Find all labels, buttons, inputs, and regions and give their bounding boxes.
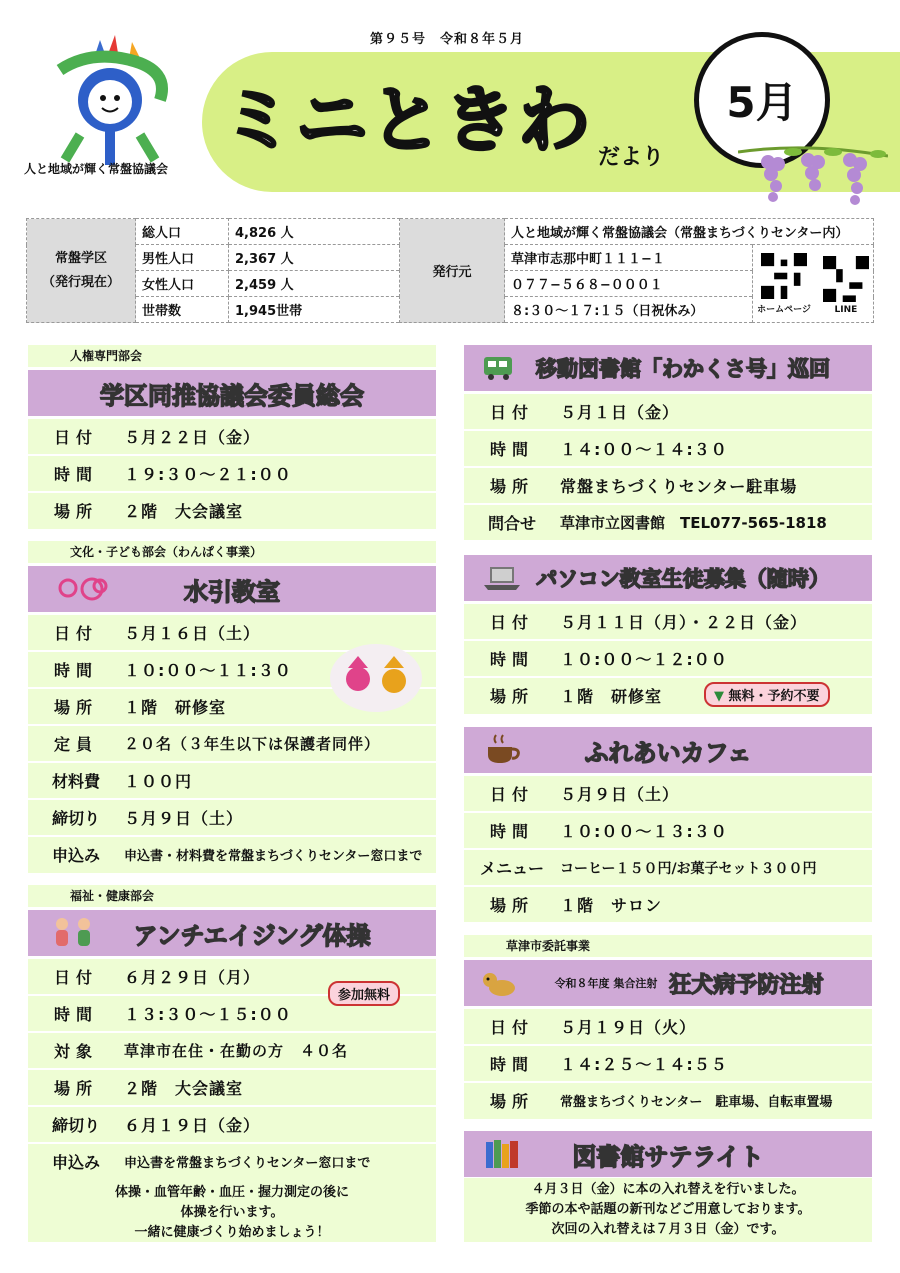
- antiaging-category: 福祉・健康部会: [28, 885, 436, 907]
- cafe-section: [464, 774, 872, 922]
- bus-icon: [482, 354, 516, 382]
- row-label: 場所: [489, 1092, 534, 1111]
- row-label: 時間: [489, 440, 534, 459]
- row-value: ２階 大会議室: [124, 1079, 244, 1098]
- row-value: １階 研修室: [560, 687, 663, 706]
- mizuhiki-category: 文化・子ども部会（わんぱく事業）: [28, 541, 436, 563]
- row-label: 日付: [489, 403, 534, 422]
- antiaging-section: [28, 957, 436, 1242]
- publisher-line: ８:３０〜１７:１５（日祝休み）: [505, 297, 753, 323]
- info-row: [464, 811, 872, 848]
- satellite-note: [464, 1180, 872, 1240]
- badge-text: 無料・予約不要: [728, 689, 820, 704]
- library-bus-title: 移動図書館「わかくさ号」巡回: [536, 357, 830, 381]
- row-value: ５月２２日（金）: [124, 428, 261, 447]
- satellite-heading: [464, 1131, 872, 1177]
- row-value: 申込書を常盤まちづくりセンター窓口まで: [124, 1156, 371, 1171]
- info-row: [28, 761, 436, 798]
- cafe-title: ふれあいカフェ: [584, 738, 752, 767]
- antiaging-heading: [28, 910, 436, 956]
- rabies-title: 狂犬病予防注射: [669, 972, 824, 998]
- row-value: ６月２９日（月）: [124, 968, 261, 987]
- stat-label: 女性人口: [136, 271, 229, 297]
- row-value: 草津市在住・在勤の方 ４０名: [124, 1042, 349, 1060]
- row-value: ５月９日（土）: [124, 809, 244, 828]
- rabies-pre: 令和８年度 集合注射: [554, 977, 658, 990]
- row-label: 場所: [53, 1079, 98, 1098]
- info-row: [464, 503, 872, 540]
- row-value: 申込書・材料費を常盤まちづくりセンター窓口まで: [124, 849, 423, 864]
- pc-class-heading: [464, 555, 872, 601]
- publisher-line: 草津市志那中町１１１−１: [505, 245, 753, 271]
- pc-class-title: パソコン教室生徒募集（随時）: [536, 567, 830, 591]
- mizuhiki-craft-photo: [328, 643, 424, 713]
- row-label: 定員: [53, 735, 98, 754]
- note-line: 一緒に健康づくり始めましょう！: [134, 1225, 330, 1240]
- info-row: [464, 429, 872, 466]
- library-bus-section: [464, 392, 872, 540]
- qr-cell: [753, 245, 874, 323]
- stat-value: 4,826 人: [229, 219, 400, 245]
- books-icon: [484, 1138, 524, 1170]
- row-label: メニュー: [479, 859, 544, 878]
- row-value: １０:００〜１２:００: [560, 650, 728, 669]
- info-row: [464, 1044, 872, 1081]
- note-line: 体操・血管年齢・血圧・握力測定の後に: [114, 1185, 349, 1200]
- note-line: ４月３日（金）に本の入れ替えを行いました。: [531, 1182, 805, 1197]
- library-bus-heading: [464, 345, 872, 391]
- row-value: 草津市立図書館 TEL077-565-1818: [560, 514, 827, 532]
- stat-label: 世帯数: [136, 297, 229, 323]
- row-label: 日付: [53, 624, 98, 643]
- pc-class-section: [464, 602, 872, 714]
- stat-value: 2,367 人: [229, 245, 400, 271]
- district-cell: [27, 219, 136, 323]
- exercise-people-icon: [50, 916, 96, 950]
- row-value: ５月１日（金）: [560, 403, 680, 422]
- row-value: ２０名（３年生以下は保護者同伴）: [124, 735, 381, 753]
- row-value: ５月１６日（土）: [124, 624, 261, 643]
- row-label: 場所: [489, 687, 534, 706]
- coffee-cup-icon: [484, 733, 524, 767]
- row-value: コーヒー１５０円/お菓子セット３００円: [560, 860, 817, 877]
- info-row: [28, 1031, 436, 1068]
- newsletter-subtitle: だより: [598, 145, 665, 170]
- row-value: １４:２５〜１４:５５: [560, 1055, 728, 1074]
- row-label: 締切り: [51, 809, 100, 828]
- jinken-category: 人権専門部会: [28, 345, 436, 367]
- info-row: [28, 1068, 436, 1105]
- info-row: [28, 491, 436, 528]
- row-value: ５月１１日（月）・２２日（金）: [560, 613, 808, 632]
- as-of-label: （発行現在）: [41, 274, 120, 290]
- info-row: [464, 848, 872, 885]
- publisher-label: 発行元: [400, 219, 505, 323]
- row-label: 場所: [489, 896, 534, 915]
- row-label: 締切り: [51, 1116, 100, 1135]
- rabies-section: [464, 1007, 872, 1119]
- mizuhiki-heading: [28, 566, 436, 612]
- dog-icon: [480, 968, 520, 998]
- row-value: １００円: [124, 772, 193, 791]
- row-value: １０:００〜１１:３０: [124, 661, 292, 680]
- info-row: [28, 417, 436, 454]
- note-line: 季節の本や話題の新刊などご用意しております。: [525, 1202, 811, 1217]
- beginner-mark-icon: ▼: [714, 689, 724, 704]
- row-value: １０:００〜１３:３０: [560, 822, 728, 841]
- row-value: １４:００〜１４:３０: [560, 440, 728, 459]
- wisteria-illustration: [738, 140, 888, 210]
- row-value: １階 研修室: [124, 698, 227, 717]
- row-label: 日付: [489, 785, 534, 804]
- info-row: [28, 1105, 436, 1142]
- line-qr-icon[interactable]: [823, 256, 869, 302]
- council-logo: [40, 30, 190, 180]
- info-row: [464, 1007, 872, 1044]
- jinken-heading: 学区同推協議会委員総会: [28, 370, 436, 416]
- info-row: [28, 1142, 436, 1179]
- row-label: 申込み: [51, 846, 100, 865]
- satellite-title: 図書館サテライト: [572, 1142, 764, 1171]
- satellite-section: [464, 1178, 872, 1242]
- free-badge: 参加無料: [328, 981, 400, 1006]
- row-label: 日付: [53, 968, 98, 987]
- stat-value: 1,945世帯: [229, 297, 400, 323]
- info-row: [28, 454, 436, 491]
- stats-table: [26, 218, 874, 323]
- publisher-line: 人と地域が輝く常盤協議会（常盤まちづくりセンター内）: [505, 219, 874, 245]
- month-label: 5月: [726, 78, 798, 127]
- rabies-category: 草津市委託事業: [464, 935, 872, 957]
- no-reservation-badge: [704, 682, 830, 707]
- row-label: 時間: [489, 822, 534, 841]
- row-value: 常盤まちづくりセンター駐車場: [560, 477, 798, 496]
- row-value: １９:３０〜２１:００: [124, 465, 292, 484]
- info-row: [464, 392, 872, 429]
- row-label: 場所: [53, 698, 98, 717]
- stat-label: 男性人口: [136, 245, 229, 271]
- jinken-section: [28, 417, 436, 529]
- info-row: [464, 885, 872, 922]
- row-label: 日付: [489, 613, 534, 632]
- row-value: ６月１９日（金）: [124, 1116, 261, 1135]
- mizuhiki-title: 水引教室: [184, 577, 280, 606]
- row-label: 時間: [53, 661, 98, 680]
- info-row: [28, 724, 436, 761]
- qr-home-label: ホームページ: [757, 304, 811, 315]
- row-label: 場所: [53, 502, 98, 521]
- info-row: [464, 466, 872, 503]
- issue-number: 第９５号 令和８年５月: [370, 32, 525, 47]
- row-value: ５月９日（土）: [560, 785, 680, 804]
- info-row: [28, 835, 436, 872]
- row-value: １階 サロン: [560, 896, 663, 915]
- row-value: 常盤まちづくりセンター 駐車場、自転車置場: [560, 1095, 833, 1110]
- newsletter-title: ミニときわ: [222, 78, 593, 162]
- row-value: ５月１９日（火）: [560, 1018, 697, 1037]
- info-row: [464, 1081, 872, 1118]
- row-label: 日付: [489, 1018, 534, 1037]
- info-row: [464, 639, 872, 676]
- note-line: 次回の入れ替えは７月３日（金）です。: [551, 1222, 785, 1237]
- district-name: 常盤学区: [54, 250, 107, 266]
- row-label: 申込み: [51, 1153, 100, 1172]
- row-label: 時間: [53, 465, 98, 484]
- row-label: 時間: [489, 650, 534, 669]
- logo-caption: 人と地域が輝く常盤協議会: [24, 162, 169, 176]
- row-label: 時間: [53, 1005, 98, 1024]
- row-label: 場所: [489, 477, 534, 496]
- mizuhiki-knot-icon: [56, 574, 116, 604]
- qr-line-label: LINE: [834, 304, 858, 315]
- stat-value: 2,459 人: [229, 271, 400, 297]
- row-label: 対象: [53, 1042, 98, 1061]
- row-value: １３:３０〜１５:００: [124, 1005, 292, 1024]
- row-label: 時間: [489, 1055, 534, 1074]
- rabies-heading: [464, 960, 872, 1006]
- publisher-line: ０７７−５６８−０００１: [505, 271, 753, 297]
- antiaging-title: アンチエイジング体操: [133, 921, 371, 950]
- info-row: [464, 602, 872, 639]
- mizuhiki-section: [28, 613, 436, 873]
- row-value: ２階 大会議室: [124, 502, 244, 521]
- cafe-heading: [464, 727, 872, 773]
- homepage-qr-icon[interactable]: [761, 253, 807, 299]
- laptop-icon: [482, 565, 522, 591]
- antiaging-note: [28, 1183, 436, 1243]
- row-label: 日付: [53, 428, 98, 447]
- row-label: 材料費: [51, 772, 100, 791]
- stat-label: 総人口: [136, 219, 229, 245]
- note-line: 体操を行います。: [180, 1205, 284, 1220]
- info-row: [28, 798, 436, 835]
- row-label: 問合せ: [487, 514, 536, 533]
- info-row: [464, 774, 872, 811]
